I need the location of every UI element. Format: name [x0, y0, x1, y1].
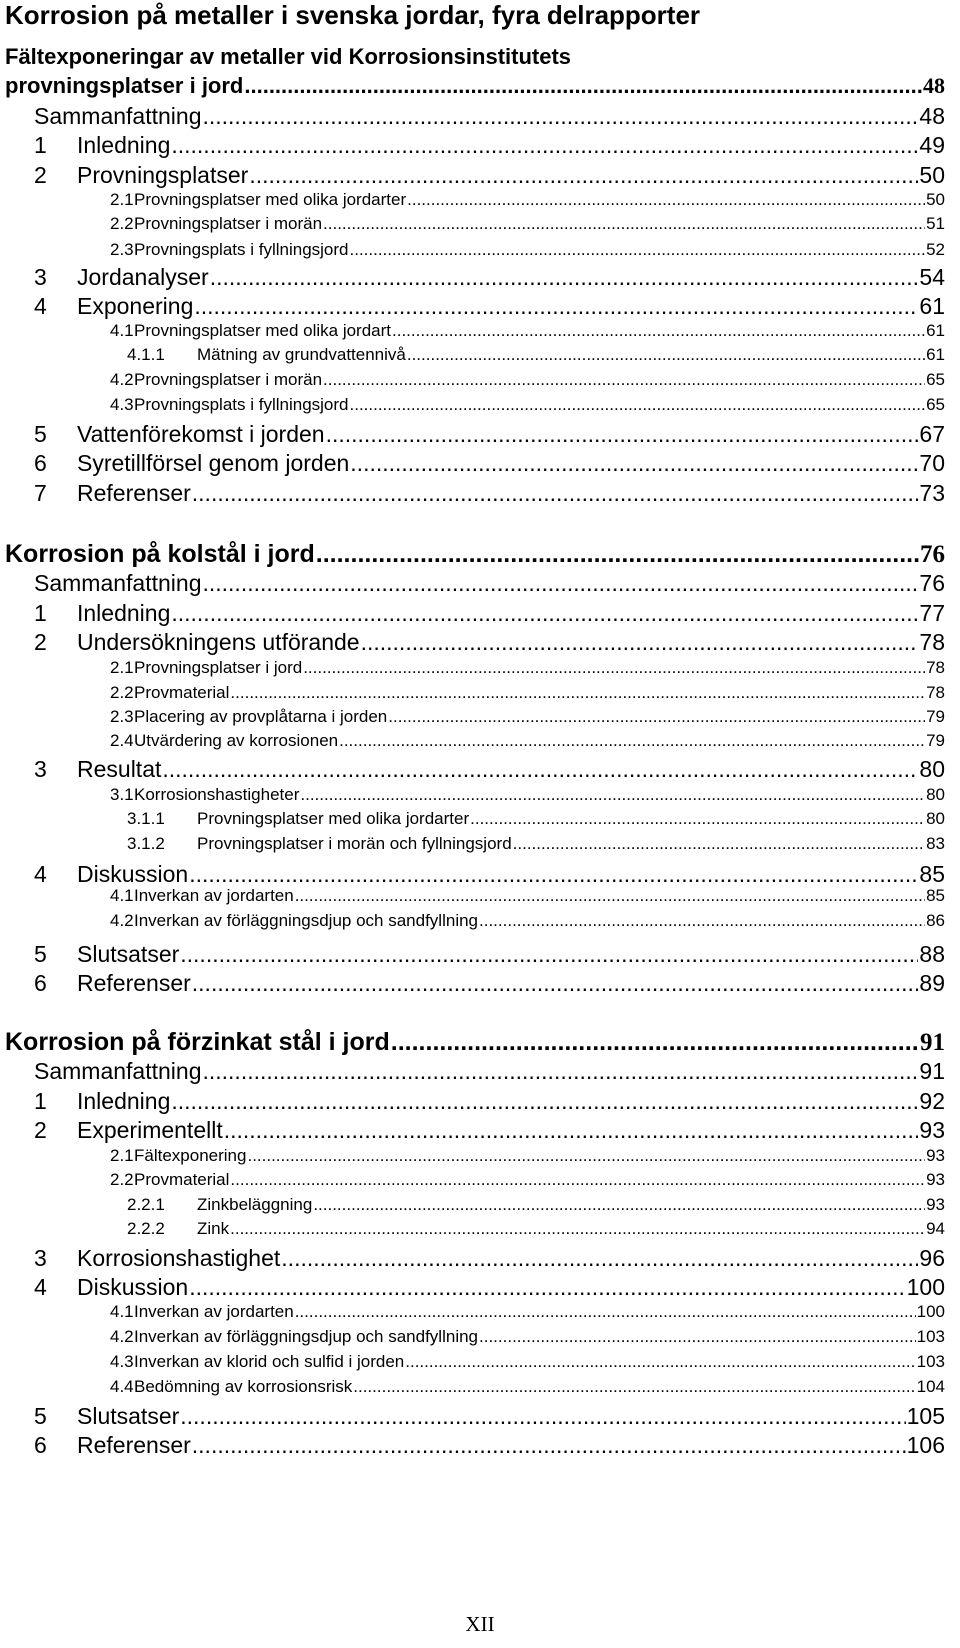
toc-dot-leader [192, 970, 919, 997]
toc-entry[interactable] [5, 1058, 945, 1085]
toc-dot-leader [281, 1245, 918, 1272]
toc-entry-page: 67 [919, 421, 945, 447]
toc-entry-title: Jordanalyser [77, 264, 209, 290]
toc-dot-leader [470, 809, 925, 829]
toc-entry-number: 4.2 [110, 911, 134, 930]
toc-entry-number: 5 [34, 941, 47, 967]
toc-entry[interactable] [5, 214, 945, 234]
toc-entry[interactable] [5, 1219, 945, 1239]
toc-dot-leader [350, 240, 926, 260]
toc-entry[interactable] [5, 1117, 945, 1144]
toc-dot-leader [405, 1352, 915, 1372]
toc-entry[interactable] [5, 370, 945, 390]
toc-entry-title: Provmaterial [134, 683, 230, 702]
toc-entry-title: Provningsplats i fyllningsjord [134, 240, 349, 259]
toc-entry-number: 4.2 [110, 370, 134, 389]
toc-entry[interactable] [5, 421, 945, 448]
toc-entry-title: Fältexponering [134, 1146, 247, 1165]
toc-entry-page: 76 [919, 570, 945, 596]
toc-entry-number: 2.2.2 [127, 1219, 165, 1238]
toc-entry[interactable] [5, 1327, 945, 1347]
toc-dot-leader [407, 345, 925, 365]
toc-entry-number: 2.1 [110, 190, 134, 209]
toc-dot-leader [295, 1302, 916, 1322]
toc-dot-leader [247, 1146, 925, 1166]
toc-entry-title: Syretillförsel genom jorden [77, 450, 350, 476]
toc-entry-page: 80 [926, 809, 945, 828]
toc-entry-title: Zink [197, 1219, 230, 1238]
toc-entry[interactable] [5, 1377, 945, 1397]
toc-entry[interactable] [5, 1170, 945, 1190]
toc-entry[interactable] [5, 911, 945, 931]
toc-entry-number: 6 [34, 970, 47, 996]
toc-entry[interactable] [5, 321, 945, 341]
toc-entry-page: 61 [919, 293, 945, 319]
toc-entry[interactable] [5, 190, 945, 210]
toc-entry-title: Resultat [77, 756, 162, 782]
toc-entry[interactable] [5, 600, 945, 627]
toc-entry-title: Sammanfattning [34, 570, 202, 596]
toc-entry-number: 6 [34, 450, 47, 476]
toc-dot-leader [479, 1327, 916, 1347]
toc-entry-title: Provningsplatser med olika jordart [134, 321, 392, 340]
toc-entry-page: 80 [919, 756, 945, 782]
toc-dot-leader [353, 1377, 915, 1397]
toc-entry-page: 54 [919, 264, 945, 290]
toc-dot-leader [192, 480, 919, 507]
toc-dot-leader [479, 911, 925, 931]
toc-entry[interactable] [5, 629, 945, 656]
toc-entry-title: Provningsplats i fyllningsjord [134, 395, 349, 414]
toc-dot-leader [202, 1058, 918, 1085]
toc-entry[interactable] [5, 756, 945, 783]
toc-dot-leader [171, 132, 918, 159]
toc-entry-title: Exponering [77, 293, 194, 319]
toc-entry-title: provningsplatser i jord [5, 73, 244, 98]
toc-entry-number: 2.3 [110, 707, 134, 726]
toc-entry[interactable] [5, 570, 945, 597]
toc-entry-number: 2.2.1 [127, 1195, 165, 1214]
page-number-footer: XII [465, 1612, 495, 1636]
toc-entry-page: 93 [926, 1170, 945, 1189]
toc-entry-title: Mätning av grundvattennivå [197, 345, 406, 364]
toc-entry-page: 93 [919, 1117, 945, 1143]
toc-entry-title: Bedömning av korrosionsrisk [134, 1377, 353, 1396]
toc-entry-page: 65 [926, 395, 945, 414]
toc-dot-leader [189, 861, 918, 888]
toc-entry-number: 4.3 [110, 395, 134, 414]
toc-entry-page: 88 [919, 941, 945, 967]
toc-entry[interactable] [5, 264, 945, 291]
toc-entry-title: Korrosionshastigheter [134, 785, 300, 804]
toc-entry[interactable] [5, 1146, 945, 1166]
toc-dot-leader [189, 1274, 905, 1301]
toc-entry-number: 4 [34, 1274, 47, 1300]
toc-entry-page: 65 [926, 370, 945, 389]
toc-dot-leader [350, 395, 926, 415]
toc-entry-number: 5 [34, 1403, 47, 1429]
toc-entry-number: 2.2 [110, 214, 134, 233]
toc-dot-leader [230, 683, 925, 703]
toc-entry-number: 5 [34, 421, 47, 447]
toc-entry-title: Referenser [77, 1432, 191, 1458]
toc-entry-page: 70 [919, 450, 945, 476]
toc-entry-page: 100 [906, 1274, 945, 1300]
toc-entry-page: 106 [906, 1432, 945, 1458]
toc-dot-leader [295, 886, 925, 906]
toc-entry-number: 2 [34, 162, 47, 188]
toc-entry-title: Sammanfattning [34, 1058, 202, 1084]
toc-entry[interactable] [5, 1028, 945, 1057]
toc-entry-page: 61 [926, 321, 945, 340]
toc-entry-number: 2.2 [110, 683, 134, 702]
toc-entry-number: 2.2 [110, 1170, 134, 1189]
toc-entry-page: 85 [919, 861, 945, 887]
toc-dot-leader [323, 370, 925, 390]
toc-entry[interactable] [5, 1274, 945, 1301]
toc-entry-title: Referenser [77, 480, 191, 506]
toc-entry-number: 3.1.2 [127, 834, 165, 853]
toc-dot-leader [361, 629, 919, 656]
toc-entry-title: Inledning [77, 600, 171, 626]
toc-entry-title: Referenser [77, 970, 191, 996]
toc-entry-title: Korrosion på kolstål i jord [5, 540, 315, 568]
toc-dot-leader [326, 421, 919, 448]
toc-dot-leader [316, 540, 919, 569]
toc-entry[interactable] [5, 1088, 945, 1115]
toc-entry-number: 2.4 [110, 731, 134, 750]
toc-entry-title: Provningsplatser [77, 162, 249, 188]
toc-entry[interactable] [5, 1245, 945, 1272]
toc-entry[interactable] [5, 345, 945, 365]
toc-entry-number: 3 [34, 756, 47, 782]
toc-entry-page: 100 [916, 1302, 945, 1321]
toc-entry-title: Utvärdering av korrosionen [134, 731, 339, 750]
toc-entry-title: Inverkan av klorid och sulfid i jorden [134, 1352, 405, 1371]
toc-entry-title: Provningsplatser med olika jordarter [134, 190, 407, 209]
toc-entry-page: 50 [926, 190, 945, 209]
toc-dot-leader [180, 941, 918, 968]
toc-entry-number: 2.1 [110, 1146, 134, 1165]
toc-entry-number: 4 [34, 861, 47, 887]
toc-entry-number: 4.1.1 [127, 345, 165, 364]
toc-entry-number: 4.4 [110, 1377, 134, 1396]
toc-entry-title: Inverkan av jordarten [134, 1302, 294, 1321]
toc-entry-title: Provningsplatser med olika jordarter [197, 809, 470, 828]
toc-entry-number: 3.1.1 [127, 809, 165, 828]
toc-entry-number: 2 [34, 629, 47, 655]
toc-entry-title: Diskussion [77, 861, 189, 887]
toc-dot-leader [339, 731, 925, 751]
toc-dot-leader [230, 1219, 925, 1239]
toc-dot-leader [194, 293, 918, 320]
toc-entry-page: 93 [926, 1146, 945, 1165]
toc-entry[interactable] [5, 785, 945, 805]
toc-entry-number: 1 [34, 600, 47, 626]
toc-entry[interactable] [5, 132, 945, 159]
toc-entry-number: 1 [34, 1088, 47, 1114]
toc-entry-number: 2 [34, 1117, 47, 1143]
toc-entry-page: 85 [926, 886, 945, 905]
toc-entry[interactable] [5, 240, 945, 260]
toc-dot-leader [323, 214, 925, 234]
toc-dot-leader [300, 785, 925, 805]
toc-entry-number: 3 [34, 264, 47, 290]
toc-entry-title: Vattenförekomst i jorden [77, 421, 325, 447]
toc-dot-leader [391, 1028, 919, 1057]
toc-entry-number: 2.1 [110, 658, 134, 677]
toc-entry-page: 78 [926, 683, 945, 702]
toc-dot-leader [407, 190, 925, 210]
toc-entry-number: 4 [34, 293, 47, 319]
toc-entry-title: Inverkan av jordarten [134, 886, 294, 905]
toc-entry[interactable] [5, 731, 945, 751]
toc-entry[interactable] [5, 1403, 945, 1430]
toc-entry-title: Experimentellt [77, 1117, 223, 1143]
toc-entry-title: Undersökningens utförande [77, 629, 360, 655]
toc-entry-number: 6 [34, 1432, 47, 1458]
toc-entry-title: Provmaterial [134, 1170, 230, 1189]
toc-entry-page: 89 [919, 970, 945, 996]
toc-entry-page: 78 [919, 629, 945, 655]
toc-entry-title: Inledning [77, 132, 171, 158]
toc-entry-title: Provningsplatser i jord [134, 658, 303, 677]
toc-entry-title: Provningsplatser i morän [134, 370, 323, 389]
toc-entry-page: 94 [926, 1219, 945, 1238]
toc-entry-number: 4.1 [110, 321, 134, 340]
toc-dot-leader [180, 1403, 905, 1430]
toc-dot-leader [202, 103, 918, 130]
toc-dot-leader [513, 834, 925, 854]
toc-entry-page: 50 [919, 162, 945, 188]
toc-entry[interactable] [5, 683, 945, 703]
toc-entry-page: 79 [926, 707, 945, 726]
toc-entry[interactable] [5, 44, 945, 70]
toc-dot-leader [162, 756, 918, 783]
toc-entry[interactable] [5, 861, 945, 888]
toc-entry-page: 61 [926, 345, 945, 364]
toc-entry[interactable] [5, 707, 945, 727]
toc-entry-page: 103 [916, 1352, 945, 1371]
toc-entry-title: Zinkbeläggning [197, 1195, 313, 1214]
toc-entry-number: 4.3 [110, 1352, 134, 1371]
toc-entry-page: 51 [926, 214, 945, 233]
toc-entry[interactable] [5, 395, 945, 415]
toc-entry-number: 7 [34, 480, 47, 506]
toc-entry-number: 2.3 [110, 240, 134, 259]
toc-entry-page: 48 [919, 103, 945, 129]
toc-entry-number: 4.1 [110, 886, 134, 905]
toc-entry[interactable] [5, 658, 945, 678]
toc-entry-title: Provningsplatser i morän [134, 214, 323, 233]
toc-entry-page: 80 [926, 785, 945, 804]
toc-entry[interactable] [5, 970, 945, 997]
toc-dot-leader [244, 73, 922, 99]
toc-entry-title: Sammanfattning [34, 103, 202, 129]
toc-entry[interactable] [5, 480, 945, 507]
toc-dot-leader [230, 1170, 925, 1190]
toc-entry[interactable] [5, 809, 945, 829]
toc-entry[interactable] [5, 1302, 945, 1322]
toc-dot-leader [303, 658, 925, 678]
toc-entry-title: Inverkan av förläggningsdjup och sandfyllning [134, 1327, 479, 1346]
toc-entry-title: Slutsatser [77, 941, 180, 967]
toc-dot-leader [202, 570, 918, 597]
toc-entry-page: 105 [906, 1403, 945, 1429]
document-title: Korrosion på metaller i svenska jordar, fyra delrapporter [5, 0, 701, 30]
toc-dot-leader [171, 1088, 918, 1115]
toc-entry[interactable] [5, 1432, 945, 1459]
toc-dot-leader [210, 264, 919, 291]
toc-entry-page: 93 [926, 1195, 945, 1214]
toc-entry-title: Provningsplatser i morän och fyllningsjord [197, 834, 512, 853]
toc-entry-title: Slutsatser [77, 1403, 180, 1429]
toc-dot-leader [313, 1195, 925, 1215]
toc-entry-number: 1 [34, 132, 47, 158]
toc-dot-leader [350, 450, 918, 477]
toc-entry-page: 86 [926, 911, 945, 930]
toc-entry-page: 49 [919, 132, 945, 158]
toc-entry[interactable] [5, 162, 945, 189]
toc-entry[interactable] [5, 293, 945, 320]
toc-entry-page: 104 [916, 1377, 945, 1396]
toc-dot-leader [388, 707, 925, 727]
toc-entry[interactable] [5, 540, 945, 569]
toc-entry[interactable] [5, 450, 945, 477]
toc-entry-title: Inledning [77, 1088, 171, 1114]
toc-entry-page: 78 [926, 658, 945, 677]
toc-entry-title: Fältexponeringar av metaller vid Korrosionsinstitutets [5, 44, 572, 69]
toc-entry-page: 79 [926, 731, 945, 750]
toc-entry-page: 91 [919, 1058, 945, 1084]
toc-dot-leader [392, 321, 925, 341]
toc-entry-title: Korrosionshastighet [77, 1245, 281, 1271]
toc-entry[interactable] [5, 886, 945, 906]
toc-entry[interactable] [5, 73, 945, 99]
toc-entry-page: 52 [926, 240, 945, 259]
toc-entry-page: 73 [919, 480, 945, 506]
toc-dot-leader [171, 600, 918, 627]
toc-entry-page: 83 [926, 834, 945, 853]
toc-entry-number: 3 [34, 1245, 47, 1271]
toc-entry[interactable] [5, 1195, 945, 1215]
toc-entry-page: 48 [923, 73, 945, 98]
toc-entry-title: Placering av provplåtarna i jorden [134, 707, 388, 726]
toc-entry-number: 3.1 [110, 785, 134, 804]
toc-entry-page: 91 [920, 1029, 945, 1056]
toc-entry[interactable] [5, 1352, 945, 1372]
toc-entry-title: Inverkan av förläggningsdjup och sandfyllning [134, 911, 479, 930]
toc-entry-page: 103 [916, 1327, 945, 1346]
toc-entry[interactable] [5, 103, 945, 130]
toc-entry[interactable] [5, 941, 945, 968]
toc-entry[interactable] [5, 834, 945, 854]
toc-entry-title: Diskussion [77, 1274, 189, 1300]
toc-dot-leader [249, 162, 918, 189]
toc-entry-number: 4.2 [110, 1327, 134, 1346]
toc-dot-leader [192, 1432, 906, 1459]
toc-entry-page: 77 [919, 600, 945, 626]
toc-entry-page: 96 [919, 1245, 945, 1271]
toc-entry-page: 76 [920, 541, 945, 568]
toc-dot-leader [224, 1117, 919, 1144]
toc-entry-number: 4.1 [110, 1302, 134, 1321]
toc-entry-page: 92 [919, 1088, 945, 1114]
toc-entry-title: Korrosion på förzinkat stål i jord [5, 1028, 390, 1056]
